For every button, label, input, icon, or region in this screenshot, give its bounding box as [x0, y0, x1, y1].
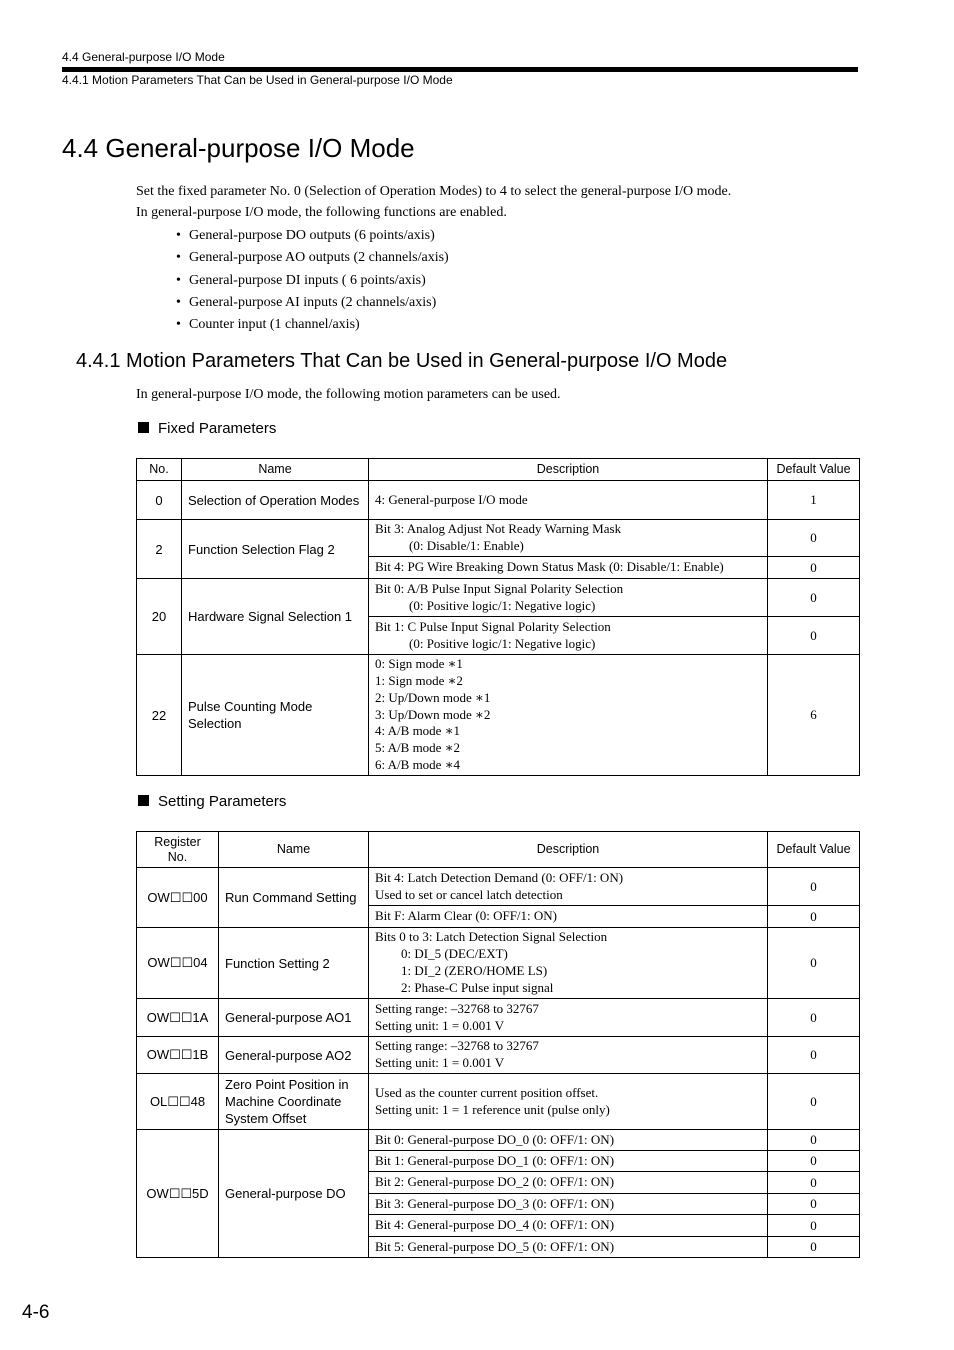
description-line: 2: Phase-C Pulse input signal	[401, 979, 554, 995]
description-line: Bit 0: A/B Pulse Input Signal Polarity Selection	[375, 580, 624, 596]
heading-label: Setting Parameters	[158, 793, 287, 810]
param-description	[369, 868, 768, 906]
subsection-title: 4.4.1 Motion Parameters That Can be Used in General-purpose I/O Mode	[76, 350, 728, 372]
page-number: 4-6	[22, 1302, 50, 1323]
param-name: Hardware Signal Selection 1	[182, 579, 369, 655]
param-description	[369, 481, 768, 520]
feature-list-item: • General-purpose DI inputs ( 6 points/axis)	[176, 270, 731, 292]
param-name: Function Selection Flag 2	[182, 520, 369, 579]
description-line: Used to set or cancel latch detection	[375, 886, 563, 902]
table-row	[137, 1037, 860, 1074]
param-default: 0	[768, 520, 860, 557]
setting-parameters-heading	[138, 793, 286, 810]
param-description	[369, 1074, 768, 1130]
description-line: 6: A/B mode ∗4	[375, 756, 461, 772]
description-line: 0: DI_5 (DEC/EXT)	[401, 946, 508, 962]
table-row	[137, 999, 860, 1037]
param-default: 0	[768, 1151, 860, 1172]
description-line: 3: Up/Down mode ∗2	[375, 706, 491, 722]
param-no: 22	[137, 655, 182, 776]
description-line: 1: Sign mode ∗2	[375, 673, 463, 688]
description-line: Bit 4: Latch Detection Demand (0: OFF/1: ON)	[375, 869, 624, 885]
intro-line: Set the fixed parameter No. 0 (Selection of Operation Modes) to 4 to select the general-purpose I/O mode.	[136, 184, 732, 199]
description-line: Bit 4: PG Wire Breaking Down Status Mask (0: Disable/1: Enable)	[375, 559, 724, 575]
fixed-parameters-heading	[138, 420, 276, 437]
heading-label: Fixed Parameters	[158, 420, 277, 437]
param-default: 0	[768, 1074, 860, 1130]
param-default: 0	[768, 1172, 860, 1194]
description-line: 0: Sign mode ∗1	[375, 656, 463, 672]
param-name: Zero Point Position in Machine Coordinate System Offset	[219, 1074, 369, 1130]
param-description	[369, 520, 768, 557]
feature-list	[176, 225, 731, 336]
table-row	[137, 655, 860, 776]
table-row	[137, 579, 860, 617]
fixed-parameters-table	[136, 458, 860, 776]
feature-list-item: • General-purpose AI inputs (2 channels/axis)	[176, 292, 731, 314]
param-default: 0	[768, 1037, 860, 1074]
description-line: 4: General-purpose I/O mode	[375, 491, 528, 507]
description-line: Bit 1: C Pulse Input Signal Polarity Selection	[375, 618, 611, 634]
register-no: OL☐☐48	[137, 1074, 219, 1130]
param-default: 0	[768, 999, 860, 1037]
description-line: (0: Positive logic/1: Negative logic)	[409, 597, 596, 613]
description-line: Setting range: –32768 to 32767	[375, 1000, 539, 1016]
intro-line: In general-purpose I/O mode, the following functions are enabled.	[136, 205, 507, 220]
description-line: Bit 1: General-purpose DO_1 (0: OFF/1: ON)	[375, 1152, 615, 1168]
description-line: Bit 0: General-purpose DO_0 (0: OFF/1: ON)	[375, 1131, 615, 1147]
param-description	[369, 1130, 768, 1151]
description-line: 4: A/B mode ∗1	[375, 723, 461, 739]
column-header: Name	[219, 832, 369, 868]
column-header: Description	[369, 459, 768, 481]
description-line: Bit F: Alarm Clear (0: OFF/1: ON)	[375, 908, 557, 924]
running-header-section: 4.4 General-purpose I/O Mode	[62, 50, 225, 64]
param-name: Selection of Operation Modes	[182, 481, 369, 520]
column-header: Default Value	[768, 832, 860, 868]
description-line: Bit 2: General-purpose DO_2 (0: OFF/1: ON)	[375, 1174, 615, 1190]
param-name: Function Setting 2	[219, 928, 369, 999]
description-line: Bit 3: Analog Adjust Not Ready Warning Mask	[375, 521, 622, 537]
param-description	[369, 1215, 768, 1237]
param-default: 0	[768, 1130, 860, 1151]
table-row	[137, 520, 860, 557]
register-no: OW☐☐00	[137, 868, 219, 928]
param-description	[369, 999, 768, 1037]
param-default: 0	[768, 1194, 860, 1215]
feature-list-item: • General-purpose DO outputs (6 points/axis)	[176, 225, 731, 247]
param-default: 0	[768, 1237, 860, 1258]
description-line: Setting range: –32768 to 32767	[375, 1038, 539, 1054]
column-header: Name	[182, 459, 369, 481]
table-row	[137, 1074, 860, 1130]
description-line: (0: Disable/1: Enable)	[409, 538, 524, 553]
param-description	[369, 1172, 768, 1194]
register-no: OW☐☐04	[137, 928, 219, 999]
description-line: Bit 4: General-purpose DO_4 (0: OFF/1: ON)	[375, 1217, 615, 1233]
param-default: 0	[768, 617, 860, 655]
param-name: Pulse Counting Mode Selection	[182, 655, 369, 776]
subsection-intro: In general-purpose I/O mode, the following motion parameters can be used.	[136, 387, 561, 402]
column-header: No.	[137, 459, 182, 481]
description-line: Setting unit: 1 = 0.001 V	[375, 1055, 505, 1070]
table-row	[137, 868, 860, 906]
description-line: 2: Up/Down mode ∗1	[375, 689, 491, 705]
table-row	[137, 1130, 860, 1151]
description-line: (0: Positive logic/1: Negative logic)	[409, 635, 596, 651]
param-description	[369, 1237, 768, 1258]
param-default: 0	[768, 868, 860, 906]
param-no: 20	[137, 579, 182, 655]
running-header-subsection: 4.4.1 Motion Parameters That Can be Used in General-purpose I/O Mode	[62, 73, 453, 87]
param-description	[369, 617, 768, 655]
param-description	[369, 928, 768, 999]
description-line: 5: A/B mode ∗2	[375, 740, 461, 756]
description-line: Bit 5: General-purpose DO_5 (0: OFF/1: ON)	[375, 1238, 615, 1254]
square-bullet-icon	[138, 795, 149, 806]
section-intro	[136, 181, 731, 336]
param-default: 0	[768, 579, 860, 617]
description-line: 1: DI_2 (ZERO/HOME LS)	[401, 963, 548, 978]
column-header: Register No.	[137, 832, 219, 868]
description-line: Bits 0 to 3: Latch Detection Signal Selection	[375, 929, 608, 945]
param-description	[369, 1151, 768, 1172]
param-name: General-purpose AO2	[219, 1037, 369, 1074]
register-no: OW☐☐5D	[137, 1130, 219, 1258]
param-description	[369, 655, 768, 776]
table-row	[137, 928, 860, 999]
param-name: General-purpose AO1	[219, 999, 369, 1037]
param-no: 2	[137, 520, 182, 579]
param-default: 6	[768, 655, 860, 776]
description-line: Setting unit: 1 = 1 reference unit (pulse only)	[375, 1101, 610, 1117]
column-header: Description	[369, 832, 768, 868]
param-default: 1	[768, 481, 860, 520]
description-line: Used as the counter current position offset.	[375, 1084, 599, 1100]
param-name: General-purpose DO	[219, 1130, 369, 1258]
description-line: Setting unit: 1 = 0.001 V	[375, 1017, 505, 1033]
param-description	[369, 1194, 768, 1215]
feature-list-item: • Counter input (1 channel/axis)	[176, 314, 731, 336]
param-default: 0	[768, 928, 860, 999]
param-description	[369, 579, 768, 617]
param-description	[369, 557, 768, 579]
feature-list-item: • General-purpose AO outputs (2 channels/axis)	[176, 247, 731, 269]
table-row	[137, 481, 860, 520]
square-bullet-icon	[138, 422, 149, 433]
column-header: Default Value	[768, 459, 860, 481]
param-no: 0	[137, 481, 182, 520]
header-rule	[62, 67, 858, 72]
param-description	[369, 906, 768, 928]
register-no: OW☐☐1B	[137, 1037, 219, 1074]
param-default: 0	[768, 906, 860, 928]
param-default: 0	[768, 557, 860, 579]
param-name: Run Command Setting	[219, 868, 369, 928]
register-no: OW☐☐1A	[137, 999, 219, 1037]
param-default: 0	[768, 1215, 860, 1237]
param-description	[369, 1037, 768, 1074]
section-title: 4.4 General-purpose I/O Mode	[62, 133, 415, 163]
description-line: Bit 3: General-purpose DO_3 (0: OFF/1: ON)	[375, 1195, 615, 1211]
setting-parameters-table	[136, 831, 860, 1258]
